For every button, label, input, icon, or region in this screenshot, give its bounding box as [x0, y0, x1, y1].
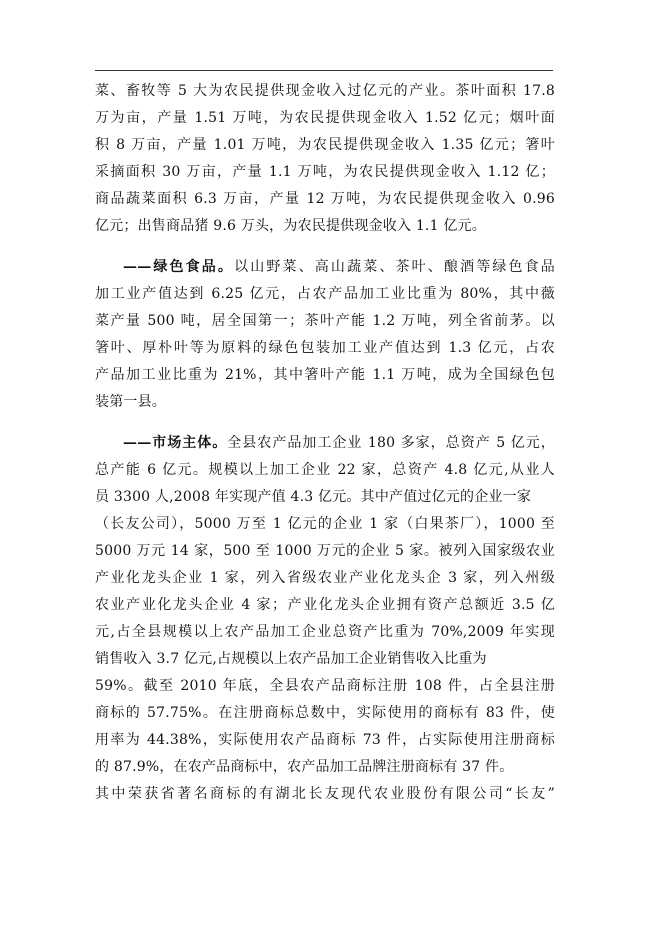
text-line: 5000 万元 14 家，500 至 1000 万元的企业 5 家。被列入国家级农业	[95, 543, 555, 559]
text-line: 商标的 57.75%。在注册商标总数中，实际使用的商标有 83 件，使	[95, 705, 555, 721]
text-run: 全县农产品加工企业 180 多家，总资产 5 亿元，	[227, 435, 555, 451]
text-line: 万为亩，产量 1.51 万吨，为农民提供现金收入 1.52 亿元；烟叶面	[95, 110, 555, 126]
section-heading-green-food: ——绿色食品。	[123, 259, 235, 275]
paragraph-market-entities	[95, 430, 555, 808]
text-line: 产业化龙头企业 1 家，列入省级农业产业化龙头企 3 家，列入州级	[95, 570, 555, 586]
text-line: 员 3300 人,2008 年实现产值 4.3 亿元。其中产值过亿元的企业一家	[95, 489, 532, 505]
text-line	[95, 430, 555, 457]
text-line	[95, 254, 555, 281]
paragraph-production	[95, 78, 555, 240]
text-run: 以山野菜、高山蔬菜、茶叶、酿酒等绿色食品	[234, 259, 555, 275]
text-line: 加工业产值达到 6.25 亿元，占农产品加工业比重为 80%，其中薇	[95, 286, 555, 302]
text-line: 59%。截至 2010 年底，全县农产品商标注册 108 件，占全县注册	[95, 678, 555, 694]
text-line: 元,占全县规模以上农产品加工企业总资产比重为 70%,2009 年实现	[95, 624, 555, 640]
text-line: 销售收入 3.7 亿元,占规模以上农产品加工企业销售收入比重为	[95, 651, 487, 667]
text-line: 菜、畜牧等 5 大为农民提供现金收入过亿元的产业。茶叶面积 17.8	[95, 83, 555, 99]
text-line: 装第一县。	[95, 394, 166, 410]
text-line: 箸叶、厚朴叶等为原料的绿色包装加工业产值达到 1.3 亿元，占农	[95, 340, 555, 356]
text-line: 农业产业化龙头企业 4 家；产业化龙头企业拥有资产总额近 3.5 亿	[95, 597, 555, 613]
text-line: 亿元；出售商品猪 9.6 万头，为农民提供现金收入 1.1 亿元。	[95, 218, 486, 234]
text-line: 的 87.9%，在农产品商标中，农产品加工品牌注册商标有 37 件。	[95, 759, 514, 775]
text-line: （长友公司），5000 万至 1 亿元的企业 1 家（白果茶厂），1000 至	[95, 516, 555, 532]
paragraph-green-food	[95, 254, 555, 416]
section-heading-market-entities: ——市场主体。	[123, 435, 228, 451]
header-rule	[95, 70, 553, 71]
text-line: 菜产量 500 吨，居全国第一；茶叶产能 1.2 万吨，列全省前茅。以	[95, 313, 555, 329]
text-line: 用率为 44.38%，实际使用农产品商标 73 件，占实际使用注册商标	[95, 732, 555, 748]
text-line: 总产能 6 亿元。规模以上加工企业 22 家，总资产 4.8 亿元,从业人	[95, 462, 555, 478]
text-line: 产品加工业比重为 21%，其中箸叶产能 1.1 万吨，成为全国绿色包	[95, 367, 555, 383]
text-line: 采摘面积 30 万亩，产量 1.1 万吨，为农民提供现金收入 1.12 亿；	[95, 164, 555, 180]
document-body	[95, 78, 555, 808]
text-line: 商品蔬菜面积 6.3 万亩，产量 12 万吨，为农民提供现金收入 0.96	[95, 191, 555, 207]
text-line: 积 8 万亩，产量 1.01 万吨，为农民提供现金收入 1.35 亿元；箸叶	[95, 137, 555, 153]
text-line: 其中荣获省著名商标的有湖北长友现代农业股份有限公司“长友”	[95, 786, 555, 802]
